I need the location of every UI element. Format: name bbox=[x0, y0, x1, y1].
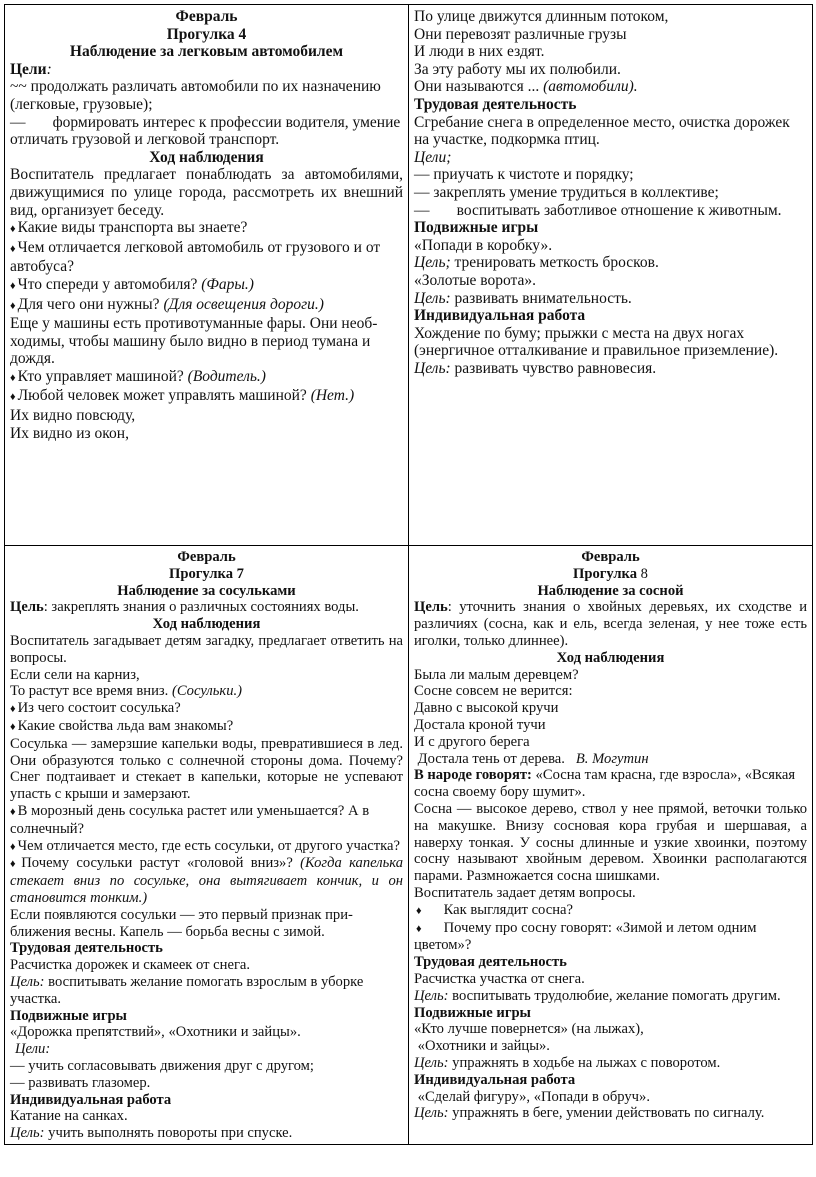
card-walk-4-continued bbox=[409, 5, 813, 546]
poem-line: Сосне совсем не верится: bbox=[414, 683, 573, 700]
poem-line: Они перевозят различные грузы bbox=[414, 25, 627, 43]
question-item: ♦ Чем отличается место, где есть сосульки, от другого участка? bbox=[10, 838, 403, 856]
poem-line: По улице движутся длинным потоком, bbox=[414, 8, 669, 25]
question-item: ♦ Любой человек может управлять машиной? (Нет.) bbox=[10, 387, 403, 407]
riddle-line: Если сели на карниз, bbox=[10, 666, 140, 683]
labor-text: Расчистка дорожек и скамеек от снега. bbox=[10, 957, 251, 974]
card-month: Февраль bbox=[175, 8, 238, 25]
labor-heading: Трудовая деятельность bbox=[414, 954, 567, 971]
fog-lights-text: Еще у машины есть противотуманные фары. Они необ-ходимы, чтобы машину было видно в период тумана и дождя. bbox=[10, 315, 378, 368]
riddle-line: То растут все время вниз. (Сосульки.) bbox=[10, 683, 243, 700]
games-heading: Подвижные игры bbox=[10, 1007, 127, 1024]
labor-heading: Трудовая деятельность bbox=[10, 940, 163, 957]
poem-line: Давно с высокой кручи bbox=[414, 700, 559, 717]
labor-goals-label: Цели; bbox=[414, 148, 452, 166]
games-heading: Подвижные игры bbox=[414, 219, 539, 237]
poem-line: Их видно из окон, bbox=[10, 424, 129, 442]
game-name: «Кто лучше повернется» (на лыжах), bbox=[414, 1021, 644, 1038]
question-item: ♦ Как выглядит сосна? bbox=[414, 902, 807, 920]
goal-item: — развивать глазомер. bbox=[10, 1074, 151, 1091]
question-item: ♦ Какие свойства льда вам знакомы? bbox=[10, 718, 403, 736]
card-walk-number: Прогулка 4 bbox=[166, 25, 247, 43]
question-item: ♦ Какие виды транспорта вы знаете? bbox=[10, 219, 403, 239]
intro-text: Воспитатель загадывает детям загадку, предлагает ответить на вопросы. bbox=[10, 632, 403, 666]
goals-heading: Цели: bbox=[10, 60, 52, 78]
games-heading: Подвижные игры bbox=[414, 1004, 531, 1021]
teacher-questions-intro: Воспитатель задает детям вопросы. bbox=[414, 884, 636, 901]
individual-goal: Цель: учить выполнять повороты при спуске. bbox=[10, 1125, 293, 1142]
goal-item: — формировать интерес к профессии водителя, умение отличать грузовой и легковой транспорт. bbox=[10, 113, 405, 149]
labor-text: Сгребание снега в определенное место, очистка дорожек на участке, подкормка птиц. bbox=[414, 113, 790, 149]
poem-line: Достала кроной тучи bbox=[414, 716, 546, 733]
question-item: ♦ Почему сосульки растут «головой вниз»? (Когда капелька стекает вниз по сосульке, она вытягивает кончик, и он становится тонким.) bbox=[10, 855, 403, 906]
poem-line: И с другого берега bbox=[414, 733, 530, 750]
explain-text: Сосулька — замерзшие капельки воды, превратившиеся в лед. Они образуются только с солнечной стороны дома. Почему? Снег подтаивает и стекает в капельки, которые не успевают упасть с крыши и замерзают. bbox=[10, 735, 403, 803]
table-row bbox=[5, 5, 813, 546]
goal-item: — учить согласовывать движения друг с другом; bbox=[10, 1057, 314, 1074]
goal-item: — закреплять умение трудиться в коллективе; bbox=[414, 183, 719, 201]
games-text: «Дорожка препятствий», «Охотники и зайцы». bbox=[10, 1024, 301, 1041]
game-name: «Охотники и зайцы». bbox=[414, 1038, 550, 1055]
walk-cards-table bbox=[4, 4, 813, 1145]
individual-text: Хождение по буму; прыжки с места на двух ногах (энергичное отталкивание и правильное приземление). bbox=[414, 324, 779, 360]
individual-text: «Сделай фигуру», «Попади в обруч». bbox=[414, 1088, 650, 1105]
poem-line: Достала тень от дерева. В. Могутин bbox=[414, 750, 649, 767]
poem-line: Их видно повсюду, bbox=[10, 407, 136, 425]
card-month: Февраль bbox=[177, 549, 236, 565]
goal-line: Цель: закреплять знания о различных состояниях воды. bbox=[10, 599, 359, 616]
goal-item: — воспитывать заботливое отношение к животным. bbox=[414, 201, 782, 219]
individual-goal: Цель: упражнять в беге, умении действовать по сигналу. bbox=[414, 1105, 765, 1122]
document-page bbox=[4, 4, 812, 1142]
card-month: Февраль bbox=[581, 549, 640, 565]
card-topic: Наблюдение за легковым автомобилем bbox=[69, 43, 344, 61]
individual-heading: Индивидуальная работа bbox=[414, 307, 586, 325]
poem-line: За эту работу мы их полюбили. bbox=[414, 60, 621, 78]
spring-text: Если появляются сосульки — это первый признак при-ближения весны. Капель — борьба весны с зимой. bbox=[10, 906, 353, 940]
course-heading: Ход наблюдения bbox=[556, 649, 665, 666]
card-walk-number: Прогулка 7 bbox=[169, 565, 244, 582]
question-item: ♦ Для чего они нужны? (Для освещения дороги.) bbox=[10, 296, 403, 316]
game-goal: Цель: развивать внимательность. bbox=[414, 289, 632, 307]
question-item: ♦ Чем отличается легковой автомобиль от грузового и от автобуса? bbox=[10, 239, 403, 276]
course-heading: Ход наблюдения bbox=[149, 148, 264, 166]
poem-author: В. Могутин bbox=[575, 750, 649, 767]
poem-line: Они называются ... (автомобили). bbox=[414, 78, 638, 96]
games-goals-label: Цели: bbox=[15, 1041, 51, 1058]
intro-text: Воспитатель предлагает понаблюдать за автомобилями, движущимися по улице города, рассмотреть их внешний вид, организует беседу. bbox=[10, 166, 403, 219]
individual-text: Катание на санках. bbox=[10, 1108, 128, 1125]
goal-item: — приучать к чистоте и порядку; bbox=[414, 166, 634, 184]
poem-line: Была ли малым деревцем? bbox=[414, 666, 579, 683]
labor-goal: Цель: воспитывать желание помогать взрослым в уборке участка. bbox=[10, 973, 364, 1007]
games-goal: Цель: упражнять в ходьбе на лыжах с поворотом. bbox=[414, 1054, 721, 1071]
saying-line: В народе говорят: «Сосна там красна, где взросла», «Всякая сосна своему бору шумит». bbox=[414, 767, 796, 801]
labor-heading: Трудовая деятельность bbox=[414, 95, 577, 113]
individual-heading: Индивидуальная работа bbox=[414, 1071, 576, 1088]
question-item: ♦ Что спереди у автомобиля? (Фары.) bbox=[10, 276, 403, 296]
course-heading: Ход наблюдения bbox=[152, 616, 261, 633]
card-walk-number: Прогулка 8 bbox=[573, 565, 648, 582]
game-name: «Золотые ворота». bbox=[414, 271, 537, 289]
description-text: Сосна — высокое дерево, ствол у нее прямой, веточки только на макушке. Внизу сосновая кора грубая и шершавая, а наверху тонкая. У сосны длинные и узкие хвоинки, поэтому сосну называют хвойным деревом. Хвоинки располагаются парами. Размножается сосна шишками. bbox=[414, 800, 807, 885]
table-row bbox=[5, 546, 813, 1145]
card-topic: Наблюдение за сосульками bbox=[117, 582, 296, 599]
labor-goal: Цель: воспитывать трудолюбие, желание помогать другим. bbox=[414, 987, 781, 1004]
card-walk-8 bbox=[409, 546, 813, 1145]
card-walk-7 bbox=[5, 546, 409, 1145]
labor-text: Расчистка участка от снега. bbox=[414, 970, 585, 987]
card-topic: Наблюдение за сосной bbox=[537, 582, 684, 599]
question-item: ♦ Кто управляет машиной? (Водитель.) bbox=[10, 368, 403, 388]
question-item: ♦ В морозный день сосулька растет или уменьшается? А в солнечный? bbox=[10, 803, 403, 838]
poem-line: И люди в них ездят. bbox=[414, 43, 545, 61]
goal-item: ~~ продолжать различать автомобили по их назначению (легковые, грузовые); bbox=[10, 78, 381, 113]
goal-line: Цель: уточнить знания о хвойных деревьях, их сходстве и различиях (сосна, как и ель, всегда зеленая, у нее тоже есть иголки, только длиннее). bbox=[414, 599, 807, 649]
game-goal: Цель; тренировать меткость бросков. bbox=[414, 254, 659, 272]
question-item: ♦ Из чего состоит сосулька? bbox=[10, 700, 403, 718]
game-name: «Попади в коробку». bbox=[414, 236, 553, 254]
card-walk-4 bbox=[5, 5, 409, 546]
individual-goal: Цель: развивать чувство равновесия. bbox=[414, 359, 657, 377]
question-item: ♦ Почему про сосну говорят: «Зимой и летом одним цветом»? bbox=[414, 920, 807, 955]
individual-heading: Индивидуальная работа bbox=[10, 1091, 172, 1108]
